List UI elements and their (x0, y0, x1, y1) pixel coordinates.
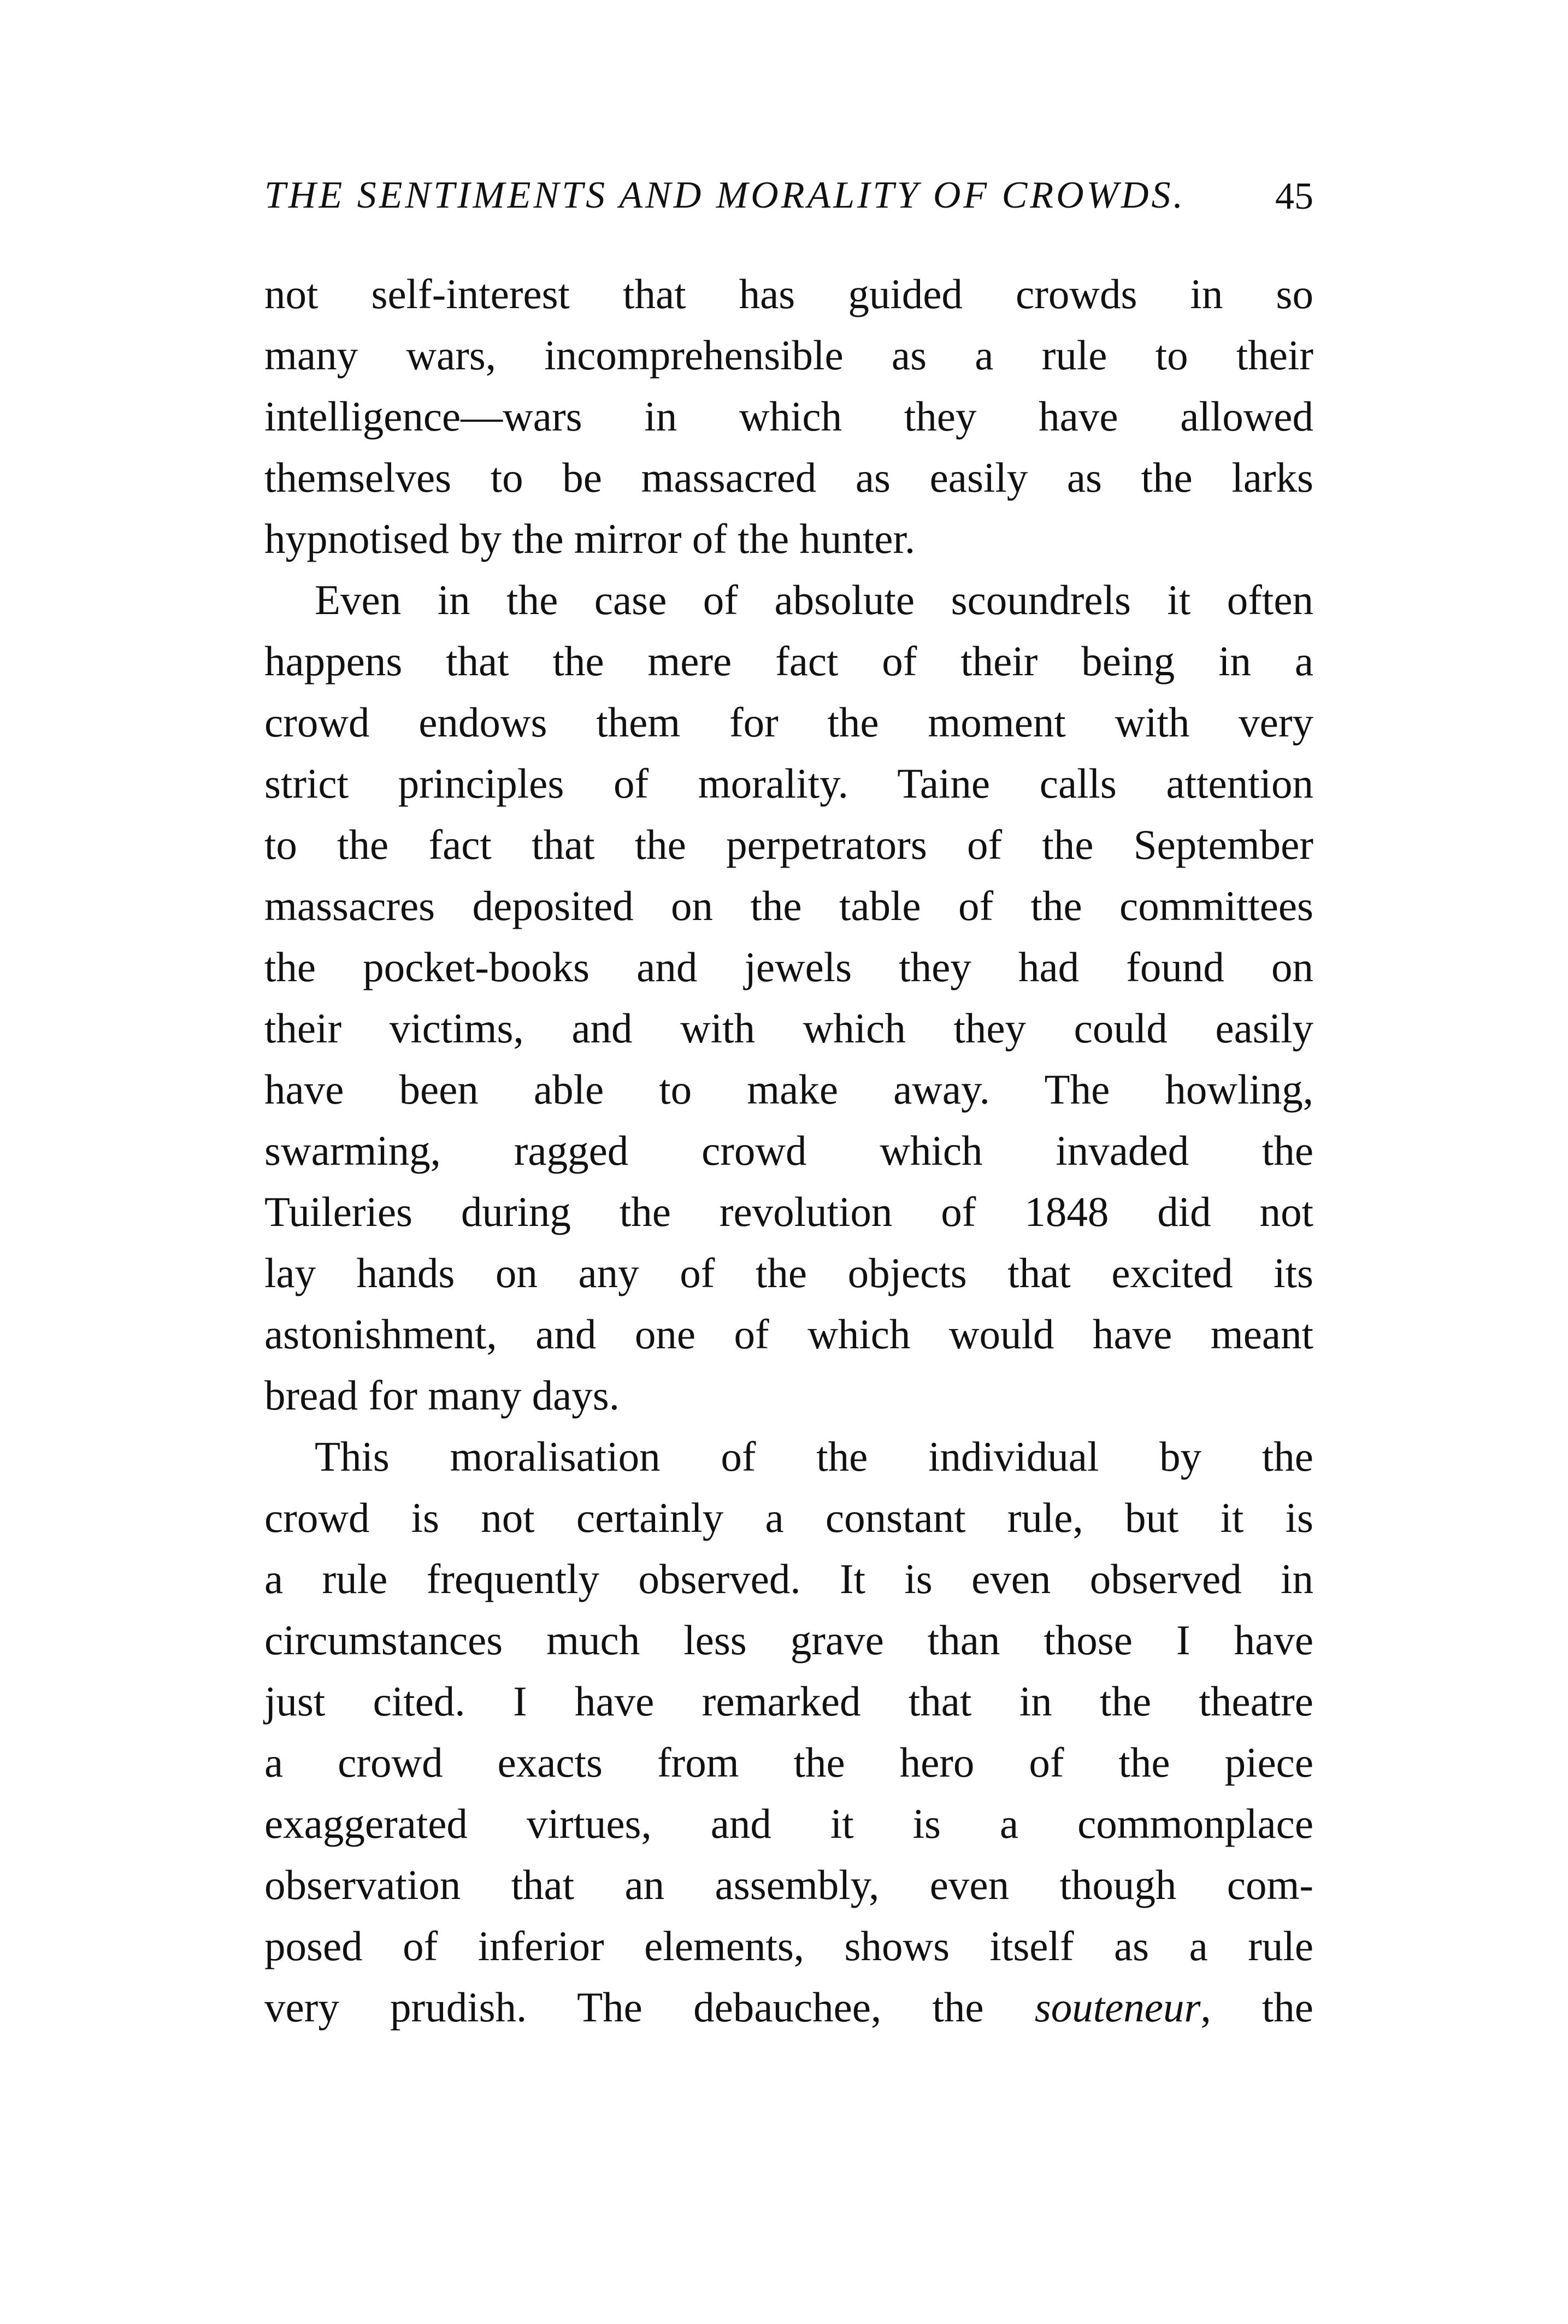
body-text (264, 263, 1313, 2038)
text-line: happens that the mere fact of their being in a (264, 638, 1313, 685)
text-line: hypnotised by the mirror of the hunter. (264, 515, 916, 562)
text-line: observation that an assembly, even though com- (264, 1861, 1313, 1908)
text-line: strict principles of morality. Taine calls attention (264, 760, 1313, 807)
text-line: massacres deposited on the table of the committees (264, 882, 1313, 929)
text-line: to the fact that the perpetrators of the September (264, 821, 1313, 868)
text-line: crowd is not certainly a constant rule, but it is (264, 1494, 1313, 1541)
text-line: crowd endows them for the moment with very (264, 699, 1313, 746)
running-title: THE SENTIMENTS AND MORALITY OF CROWDS. (264, 174, 1186, 216)
text-fragment: very prudish. The debauchee, the (264, 1984, 1035, 2031)
text-line-final (264, 1977, 1313, 2038)
text-line: astonishment, and one of which would have meant (264, 1311, 1313, 1358)
text-fragment: , the (1200, 1984, 1313, 2031)
text-line: posed of inferior elements, shows itself as a rule (264, 1922, 1313, 1969)
text-line: Even in the case of absolute scoundrels it often (315, 576, 1313, 623)
text-line: have been able to make away. The howling, (264, 1066, 1313, 1113)
text-line: a rule frequently observed. It is even observed in (264, 1555, 1313, 1602)
text-line: swarming, ragged crowd which invaded the (264, 1127, 1313, 1174)
text-line: This moralisation of the individual by the (315, 1433, 1313, 1480)
text-line: their victims, and with which they could easily (264, 1005, 1313, 1052)
text-line: intelligence—wars in which they have allowed (264, 393, 1313, 440)
text-line: many wars, incomprehensible as a rule to their (264, 332, 1313, 379)
italic-word: souteneur (1034, 1984, 1201, 2031)
page-number: 45 (1275, 175, 1313, 217)
text-line: lay hands on any of the objects that excited its (264, 1249, 1313, 1296)
text-line: the pocket-books and jewels they had found on (264, 943, 1313, 990)
text-line: exaggerated virtues, and it is a commonplace (264, 1800, 1313, 1847)
text-line: bread for many days. (264, 1372, 620, 1419)
running-head (264, 174, 1313, 223)
text-line: Tuileries during the revolution of 1848 did not (264, 1188, 1313, 1235)
text-line: circumstances much less grave than those I have (264, 1617, 1313, 1664)
text-line: not self-interest that has guided crowds in so (264, 270, 1313, 317)
text-line: themselves to be massacred as easily as the larks (264, 454, 1313, 501)
text-line: a crowd exacts from the hero of the piece (264, 1739, 1313, 1786)
text-line: just cited. I have remarked that in the theatre (264, 1678, 1313, 1725)
